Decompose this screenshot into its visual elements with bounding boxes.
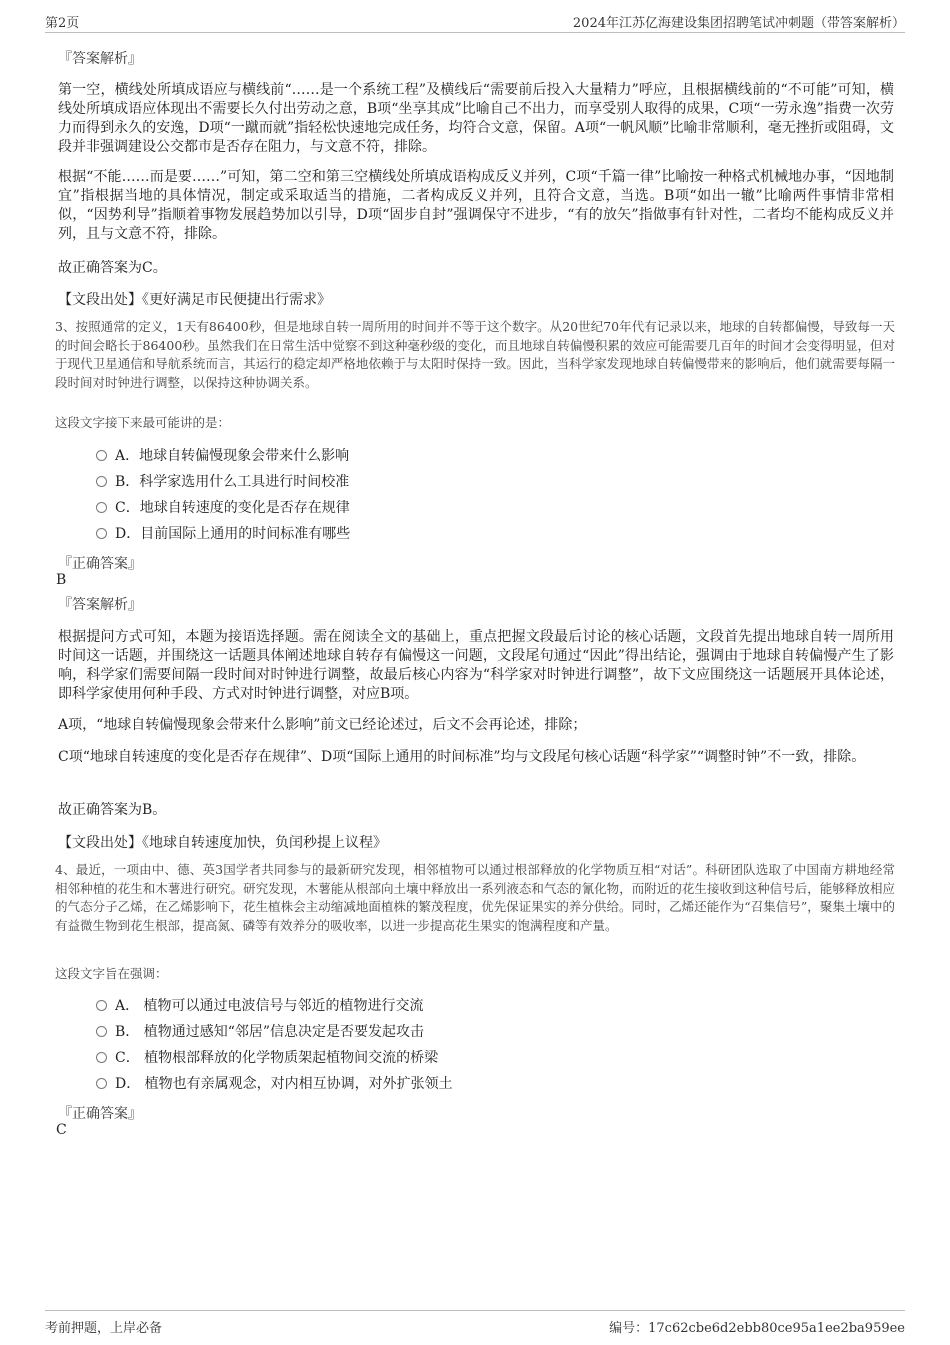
document-id: 编号：17c62cbe6d2ebb80ce95a1ee2ba959ee — [609, 1321, 905, 1336]
correct-answer-label: 『正确答案』 — [58, 556, 142, 572]
option-a[interactable]: A．地球自转偏慢现象会带来什么影响 — [96, 446, 349, 466]
option-b[interactable]: B．科学家选用什么工具进行时间校准 — [96, 472, 349, 492]
source-citation: 【文段出处】《更好满足市民便捷出行需求》 — [58, 292, 331, 308]
page-footer — [45, 1310, 905, 1339]
page-number: 第2页 — [45, 16, 80, 31]
option-c[interactable]: C．地球自转速度的变化是否存在规律 — [96, 498, 350, 518]
analysis-conclusion: 故正确答案为C。 — [58, 260, 167, 276]
analysis-conclusion: 故正确答案为B。 — [58, 802, 167, 818]
radio-icon[interactable] — [96, 1026, 107, 1037]
analysis-paragraph: 第一空，横线处所填成语应与横线前“……是一个系统工程”及横线后“需要前后投入大量精力”呼应，且根据横线前的“不可能”可知，横线处所填成语应体现出不需要长久付出劳动之意，B项“坐享其成”比喻自己不出力，而享受别人取得的成果，C项“一劳永逸”指费一次劳力而得到永久的安逸，D项“一蹴而就”指轻松快速地完成任务，均符合文意，保留。A项“一帆风顺”比喻非常顺利，毫无挫折或阻碍，文段并非强调建设公交都市是否存在阻力，与文意不符，排除。 — [58, 82, 894, 155]
option-d[interactable]: D． 植物也有亲属观念，对内相互协调，对外扩张领土 — [96, 1074, 453, 1094]
correct-answer-label: 『正确答案』 — [58, 1106, 142, 1122]
correct-answer: C — [56, 1122, 67, 1138]
analysis-paragraph: 根据提问方式可知，本题为接语选择题。需在阅读全文的基础上，重点把握文段最后讨论的核心话题，文段首先提出地球自转一周所用时间这一话题，并围绕这一话题具体阐述地球自转存有偏慢这一问题，文段尾句通过“因此”得出结论，强调由于地球自转偏慢产生了影响，科学家们需要间隔一段时间对时钟进行调整，故最后核心内容为“科学家对时钟进行调整”，故下文应围绕这一话题展开具体论述，即科学家使用何种手段、方式对时钟进行调整，对应B项。 — [58, 629, 894, 702]
correct-answer: B — [56, 572, 67, 588]
option-c[interactable]: C． 植物根部释放的化学物质架起植物间交流的桥梁 — [96, 1048, 438, 1068]
analysis-paragraph: C项“地球自转速度的变化是否存在规律”、D项“国际上通用的时间标准”均与文段尾句核心话题“科学家”“调整时钟”不一致，排除。 — [58, 749, 866, 765]
radio-icon[interactable] — [96, 1052, 107, 1063]
question-text: 4、最近，一项由中、德、英3国学者共同参与的最新研究发现，相邻植物可以通过根部释放的化学物质互相“对话”。科研团队选取了中国南方耕地经常相邻种植的花生和木薯进行研究。研究发现，木薯能从根部向土壤中释放出一系列液态和气态的氰化物，而附近的花生接收到这种信号后，能够释放相应的气态分子乙烯，在乙烯影响下，花生植株会主动缩减地面植株的繁茂程度，优先保证果实的养分供给。同时，乙烯还能作为“召集信号”，聚集土壤中的有益微生物到花生根部，提高氮、磷等有效养分的吸收率，以进一步提高花生果实的饱满程度和产量。 — [55, 862, 895, 933]
document-title: 2024年江苏亿海建设集团招聘笔试冲刺题（带答案解析） — [572, 16, 905, 31]
analysis-label: 『答案解析』 — [58, 51, 142, 67]
analysis-label: 『答案解析』 — [58, 597, 142, 613]
radio-icon[interactable] — [96, 1000, 107, 1011]
question-prompt: 这段文字接下来最可能讲的是： — [55, 415, 231, 430]
radio-icon[interactable] — [96, 502, 107, 513]
analysis-paragraph: A项，“地球自转偏慢现象会带来什么影响”前文已经论述过，后文不会再论述，排除； — [58, 717, 587, 733]
option-b[interactable]: B． 植物通过感知“邻居”信息决定是否要发起攻击 — [96, 1022, 424, 1042]
option-a[interactable]: A． 植物可以通过电波信号与邻近的植物进行交流 — [96, 996, 424, 1016]
radio-icon[interactable] — [96, 450, 107, 461]
source-citation: 【文段出处】《地球自转速度加快，负闰秒提上议程》 — [58, 835, 387, 851]
analysis-paragraph: 根据“不能……而是要……”可知，第二空和第三空横线处所填成语构成反义并列，C项“千篇一律”比喻按一种格式机械地办事，“因地制宜”指根据当地的具体情况，制定或采取适当的措施，二者构成反义并列，且符合文意，当选。B项“如出一辙”比喻两件事情非常相似，“因势利导”指顺着事物发展趋势加以引导，D项“固步自封”强调保守不进步，“有的放矢”指做事有针对性，二者均不能构成反义并列，且与文意不符，排除。 — [58, 169, 894, 242]
question-text: 3、按照通常的定义，1天有86400秒，但是地球自转一周所用的时间并不等于这个数字。从20世纪70年代有记录以来，地球的自转都偏慢，导致每一天的时间会略长于86400秒。虽然我们在日常生活中觉察不到这种毫秒级的变化，而且地球自转偏慢积累的效应可能需要几百年的时间才会变得明显，但对于现代卫星通信和导航系统而言，其运行的稳定却严格地依赖于与太阳时保持一致。因此，当科学家发现地球自转偏慢带来的影响后，他们就需要每隔一段时间对时钟进行调整，以保持这种协调关系。 — [55, 319, 895, 390]
radio-icon[interactable] — [96, 476, 107, 487]
option-d[interactable]: D．目前国际上通用的时间标准有哪些 — [96, 524, 350, 544]
page-header — [45, 12, 905, 33]
footer-slogan: 考前押题，上岸必备 — [45, 1321, 163, 1336]
question-prompt: 这段文字旨在强调： — [55, 966, 168, 981]
radio-icon[interactable] — [96, 1078, 107, 1089]
radio-icon[interactable] — [96, 528, 107, 539]
